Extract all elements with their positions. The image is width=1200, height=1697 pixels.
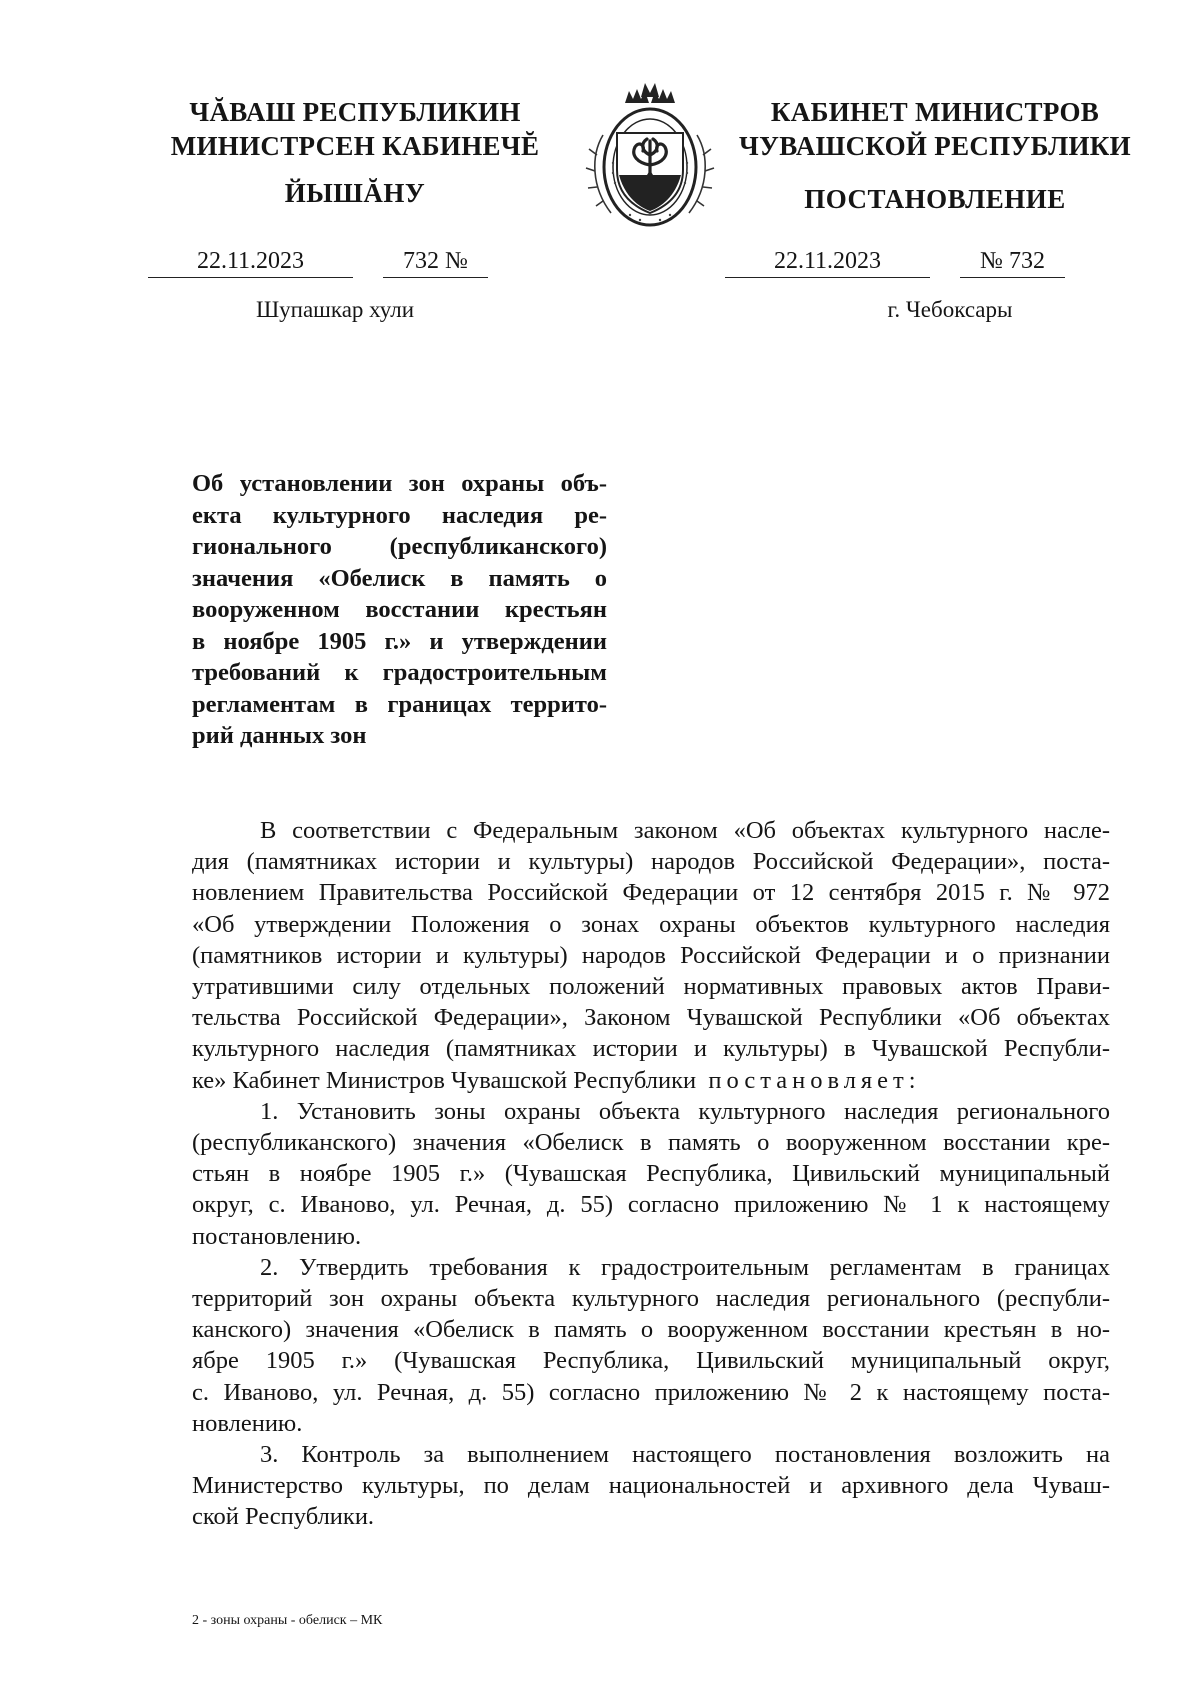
body-line: округ, с. Иваново, ул. Речная, д. 55) согласно приложению № 1 к настоящему bbox=[192, 1191, 1110, 1219]
body-line: канского) значения «Обелиск в память о вооруженном восстании крестьян в но- bbox=[192, 1316, 1110, 1344]
document-subject bbox=[192, 468, 607, 752]
footer-file-code: 2 - зоны охраны - обелиск – МК bbox=[192, 1613, 383, 1628]
left-authority-line2: МИНИСТРСЕН КАБИНЕЧĔ bbox=[170, 131, 540, 161]
body-line: «Об утверждении Положения о зонах охраны объектов культурного наследия bbox=[192, 910, 1110, 938]
chuvash-coat-of-arms-emblem-icon bbox=[575, 75, 725, 235]
document-body bbox=[192, 815, 1110, 1533]
body-line: В соответствии с Федеральным законом «Об объектах культурного насле- bbox=[260, 817, 1110, 844]
preamble-last-text: ке» Кабинет Министров Чувашской Республики bbox=[192, 1066, 697, 1094]
right-number: № 732 bbox=[960, 246, 1065, 278]
item-2-paragraph bbox=[192, 1252, 1110, 1439]
body-line: 1. Установить зоны охраны объекта культурного наследия регионального bbox=[260, 1097, 1110, 1125]
item-3-paragraph bbox=[192, 1439, 1110, 1533]
body-line: новлением Правительства Российской Федерации от 12 сентября 2015 г. № 972 bbox=[192, 879, 1110, 907]
body-line: культурного наследия (памятниках истории и культуры) в Чувашской Республи- bbox=[192, 1035, 1110, 1063]
item-1-paragraph bbox=[192, 1096, 1110, 1252]
right-city: г. Чебоксары bbox=[887, 297, 1013, 322]
right-authority-line1: КАБИНЕТ МИНИСТРОВ bbox=[770, 97, 1100, 127]
body-line: тельства Российской Федерации», Законом Чувашской Республики «Об объектах bbox=[192, 1004, 1110, 1032]
subject-line: требований к градостроительным bbox=[192, 659, 607, 686]
body-line: (памятников истории и культуры) народов Российской Федерации и о признании bbox=[192, 941, 1110, 969]
body-line: территорий зон охраны объекта культурного наследия регионального (республи- bbox=[192, 1285, 1110, 1313]
body-line: 2. Утвердить требования к градостроительным регламентам в границах bbox=[260, 1253, 1110, 1281]
subject-line: екта культурного наследия ре- bbox=[192, 501, 607, 529]
body-line: ябре 1905 г.» (Чувашская Республика, Цивильский муниципальный округ, bbox=[192, 1347, 1110, 1375]
right-date: 22.11.2023 bbox=[725, 246, 930, 278]
subject-line: вооруженном восстании крестьян bbox=[192, 596, 607, 623]
subject-line: рий данных зон bbox=[192, 722, 367, 749]
subject-line: гионального (республиканского) bbox=[192, 533, 607, 560]
body-line bbox=[192, 1065, 1110, 1096]
body-line: с. Иваново, ул. Речная, д. 55) согласно приложению № 2 к настоящему поста- bbox=[192, 1378, 1110, 1406]
subject-line: в ноябре 1905 г.» и утверждении bbox=[192, 627, 607, 655]
body-line: постановлению. bbox=[192, 1222, 362, 1250]
left-city: Шупашкар хули bbox=[255, 297, 415, 322]
left-date: 22.11.2023 bbox=[148, 246, 353, 278]
right-authority-title bbox=[735, 95, 1135, 163]
right-authority-line2: ЧУВАШСКОЙ РЕСПУБЛИКИ bbox=[739, 131, 1131, 161]
body-line: утратившими силу отдельных положений нормативных правовых актов Прави- bbox=[192, 973, 1110, 1001]
left-authority-title bbox=[155, 95, 555, 163]
resolution-verb: постановляет: bbox=[708, 1066, 921, 1094]
preamble-paragraph bbox=[192, 815, 1110, 1096]
left-number: 732 № bbox=[383, 246, 488, 278]
body-line: новлению. bbox=[192, 1409, 303, 1437]
left-authority-line1: ЧĂВАШ РЕСПУБЛИКИН bbox=[189, 97, 521, 127]
body-line: ской Республики. bbox=[192, 1503, 375, 1531]
subject-line: значения «Обелиск в память о bbox=[192, 564, 607, 592]
body-line: стьян в ноябре 1905 г.» (Чувашская Республика, Цивильский муниципальный bbox=[192, 1160, 1110, 1188]
right-doc-type: ПОСТАНОВЛЕНИЕ bbox=[804, 184, 1066, 214]
body-line: 3. Контроль за выполнением настоящего постановления возложить на bbox=[260, 1441, 1110, 1469]
body-line: (республиканского) значения «Обелиск в память о вооруженном восстании кре- bbox=[192, 1129, 1110, 1157]
left-doc-type: ЙЫШĂНУ bbox=[284, 178, 426, 208]
subject-line: регламентам в границах террито- bbox=[192, 690, 607, 718]
subject-line: Об установлении зон охраны объ- bbox=[192, 470, 607, 497]
body-line: дия (памятниках истории и культуры) народов Российской Федерации», поста- bbox=[192, 848, 1110, 876]
body-line: Министерство культуры, по делам национальностей и архивного дела Чуваш- bbox=[192, 1472, 1110, 1500]
